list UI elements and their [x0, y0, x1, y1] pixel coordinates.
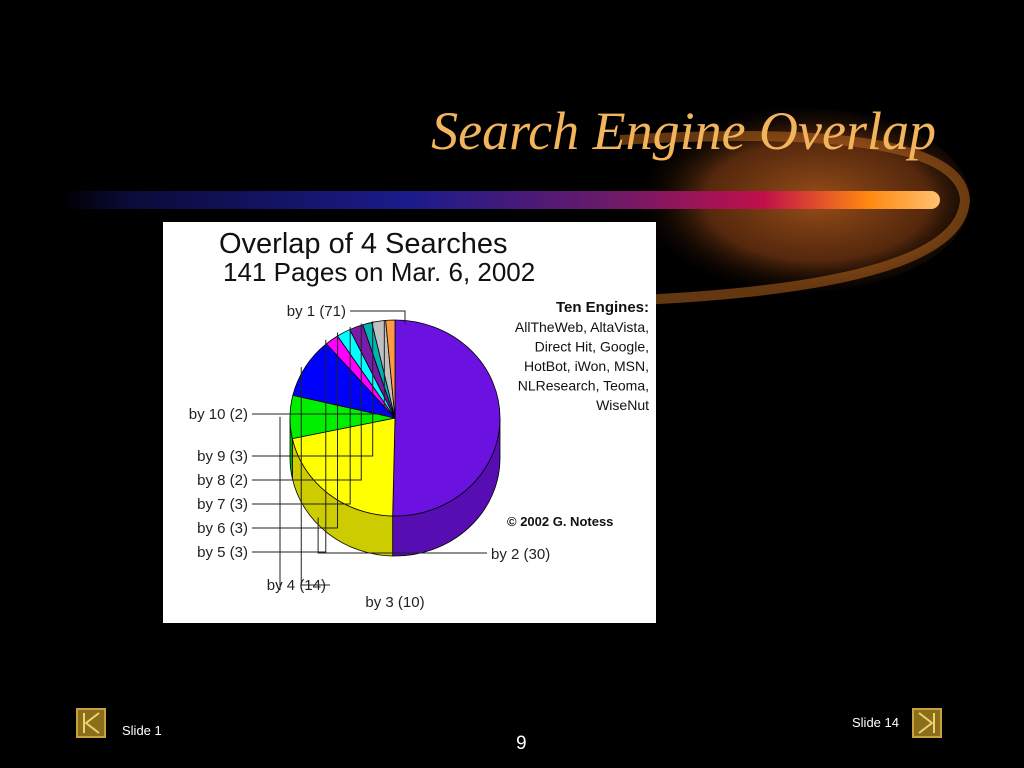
slice-label: by 4 (14): [266, 577, 326, 594]
engines-line: AllTheWeb, AltaVista,: [514, 319, 649, 335]
first-slide-label[interactable]: Slide 1: [122, 723, 162, 738]
first-slide-button[interactable]: [76, 708, 106, 738]
slice-label: by 7 (3): [197, 496, 248, 513]
engines-line: WiseNut: [596, 397, 649, 413]
slice-label: by 3 (10): [365, 594, 425, 611]
skip-to-last-icon: [914, 710, 940, 736]
last-slide-button[interactable]: [912, 708, 942, 738]
slice-label: by 9 (3): [197, 448, 248, 465]
engines-line: Direct Hit, Google,: [534, 338, 649, 355]
engines-line: NLResearch, Teoma,: [517, 377, 649, 394]
slice-label: by 10 (2): [188, 406, 248, 423]
slice-label: by 8 (2): [197, 472, 248, 489]
slice-label: by 1 (71): [286, 303, 346, 320]
engines-line: HotBot, iWon, MSN,: [523, 358, 649, 374]
copyright-note: © 2002 G. Notess: [507, 514, 614, 529]
slide-title: Search Engine Overlap: [431, 101, 936, 161]
pie-chart-image: [163, 222, 656, 623]
skip-to-first-icon: [78, 710, 104, 736]
page-number: 9: [516, 733, 527, 754]
chart-title: Overlap of 4 Searches: [219, 228, 508, 260]
engines-heading: Ten Engines:: [555, 299, 649, 316]
slice-label: by 5 (3): [197, 544, 248, 561]
slice-label: by 6 (3): [197, 520, 248, 537]
slice-label: by 2 (30): [491, 546, 551, 563]
last-slide-label[interactable]: Slide 14: [852, 715, 899, 730]
chart-subtitle: 141 Pages on Mar. 6, 2002: [223, 257, 536, 287]
